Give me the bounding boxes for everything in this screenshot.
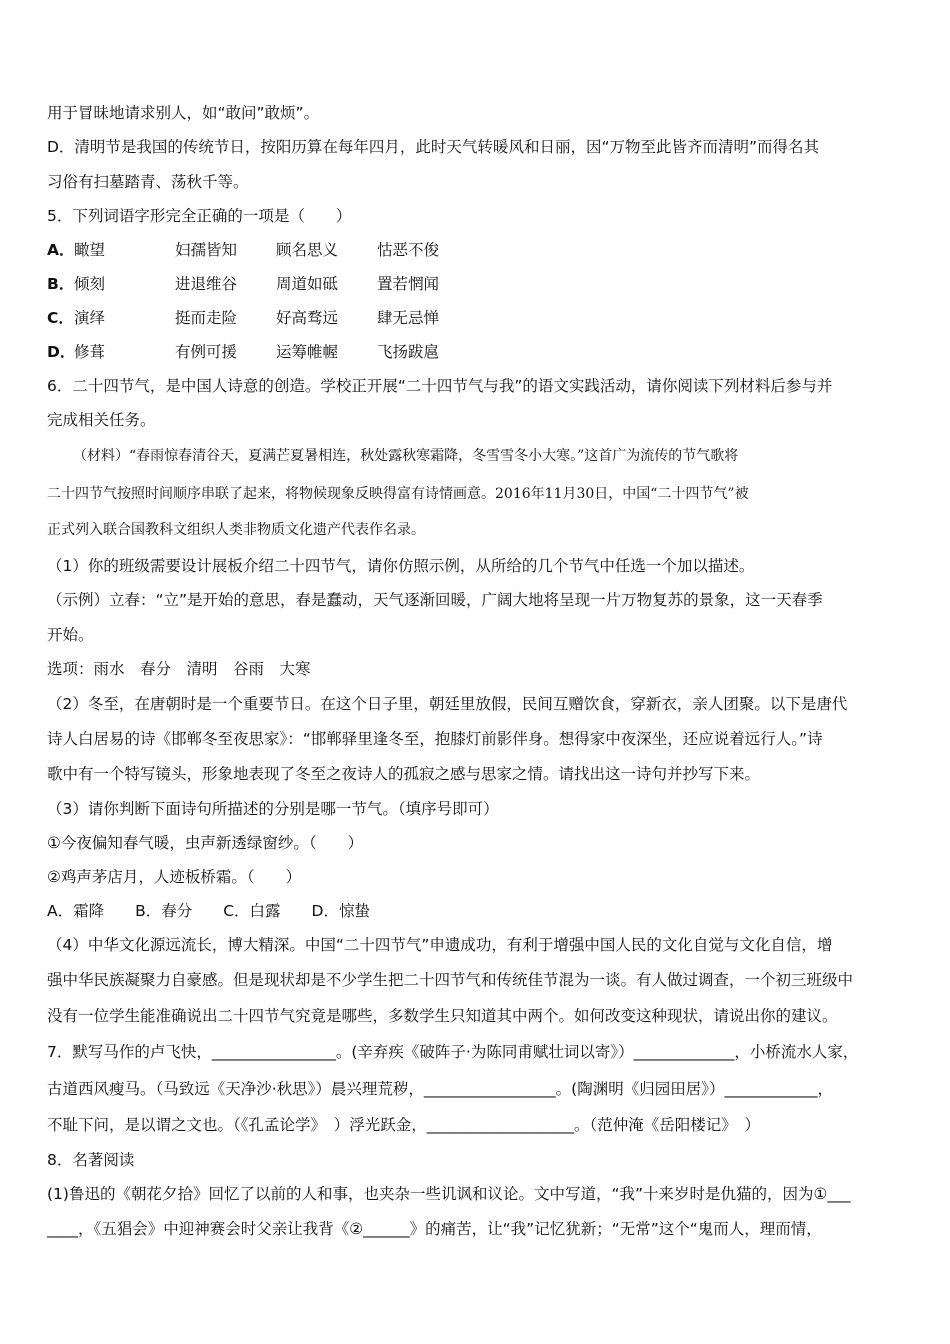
example-text: 开始。 (47, 626, 94, 644)
option-word: 顾名思义 (276, 241, 339, 259)
text-line: 完成相关任务。 (47, 411, 156, 429)
text-line: (1)鲁迅的《朝花夕拾》回忆了以前的人和事，也夹杂一些讥讽和议论。文中写道，“我”十来岁时是仇猫的，因为①___ (47, 1185, 851, 1203)
question-6: 6．二十四节气，是中国人诗意的创造。学校正开展“二十四节气与我”的语文实践活动，请你阅读下列材料后参与并 (47, 377, 833, 395)
option-word: 有例可援 (175, 343, 238, 361)
option-label: B． (47, 275, 75, 293)
option-label: C． (47, 309, 74, 327)
text-line: ____，《五猖会》中迎神赛会时父亲让我背《②______》的痛苦，让“我”记忆犹新；“无常”这个“鬼而人，理而情， (47, 1220, 822, 1238)
option-word: 演绎 (74, 309, 106, 327)
option-word: 修葺 (74, 343, 106, 361)
option-row (47, 274, 910, 294)
material-text: 二十四节气按照时间顺序串联了起来，将物候现象反映得富有诗情画意。2016年11月30日，中国“二十四节气”被 (47, 486, 749, 502)
option-word: 周道如砥 (276, 275, 339, 293)
question-7: 7．默写马作的卢飞快，________________。(辛弃疾《破阵子·为陈同甫赋壮词以寄》）_____________，小桥流水人家， (47, 1043, 859, 1061)
option-word: 倾刻 (74, 275, 106, 293)
option-word: 飞扬跋扈 (377, 343, 440, 361)
material-text: （材料）“春雨惊春清谷天，夏满芒夏暑相连，秋处露秋寒霜降，冬雪雪冬小大寒。”这首广为流传的节气歌将 (73, 448, 739, 464)
option-word: 置若惘闻 (377, 275, 440, 293)
option-word: 运筹帷幄 (276, 343, 339, 361)
text-line: 歌中有一个特写镜头，形象地表现了冬至之夜诗人的孤寂之感与思家之情。请找出这一诗句并抄写下来。 (47, 765, 761, 783)
sub-question-4: （4）中华文化源远流长，博大精深。中国“二十四节气”申遗成功，有利于增强中国人民的文化自觉与文化自信，增 (47, 936, 833, 954)
option-row (47, 342, 910, 362)
option-word: 肆无忌惮 (377, 309, 440, 327)
answer-choices: A．霜降 B．春分 C．白露 D．惊蛰 (47, 902, 370, 920)
option-word: 挺而走险 (175, 309, 238, 327)
text-line: 诗人白居易的诗《邯郸冬至夜思家》：“邯郸驿里逢冬至，抱膝灯前影伴身。想得家中夜深坐，还应说着远行人。”诗 (47, 730, 823, 748)
sub-question-3: （3）请你判断下面诗句所描述的分别是哪一节气。（填序号即可） (47, 800, 499, 818)
sub-question-2: （2）冬至，在唐朝时是一个重要节日。在这个日子里，朝廷里放假，民间互赠饮食，穿新衣，亲人团聚。以下是唐代 (47, 695, 848, 713)
selection-options: 选项：雨水 春分 清明 谷雨 大寒 (47, 660, 311, 678)
poem-line: ②鸡声茅店月，人迹板桥霜。（ ） (47, 868, 302, 886)
option-word: 好高骛远 (276, 309, 339, 327)
text-line: 古道西风瘦马。（马致远《天净沙·秋思》）晨兴理荒秽，_________________。(陶渊明《归园田居》）____________， (47, 1080, 833, 1098)
sub-question-1: （1）你的班级需要设计展板介绍二十四节气，请你仿照示例，从所给的几个节气中任选一个加以描述。 (47, 557, 755, 575)
material-text: 正式列入联合国教科文组织人类非物质文化遗产代表作名录。 (47, 522, 425, 538)
example-text: （示例）立春：“立”是开始的意思，春是蠢动，天气逐渐回暖，广阔大地将呈现一片万物复苏的景象，这一天春季 (47, 591, 823, 609)
question-8: 8．名著阅读 (47, 1151, 135, 1169)
option-word: 妇孺皆知 (175, 241, 238, 259)
option-d-text: D．清明节是我国的传统节日，按阳历算在每年四月，此时天气转暖风和日丽，因“万物至此皆齐而清明”而得名其 (47, 138, 819, 156)
option-row (47, 240, 910, 260)
question-5: 5．下列词语字形完全正确的一项是（ ） (47, 207, 352, 225)
text-line: 强中华民族凝聚力自豪感。但是现状却是不少学生把二十四节气和传统佳节混为一谈。有人做过调查，一个初三班级中 (47, 971, 854, 989)
text-line: 不耻下问，是以谓之文也。（《孔孟论学》 ）浮光跃金，___________________。（范仲淹《岳阳楼记》 ） (47, 1116, 761, 1134)
text-line: 用于冒昧地请求别人，如“敢问”敢烦”。 (47, 104, 320, 122)
option-label: D． (47, 343, 76, 361)
text-line: 没有一位学生能准确说出二十四节气究竟是哪些，多数学生只知道其中两个。如何改变这种现状，请说出你的建议。 (47, 1007, 838, 1025)
text-line: 习俗有扫墓踏青、荡秋千等。 (47, 173, 249, 191)
poem-line: ①今夜偏知春气暖，虫声新透绿窗纱。（ ） (47, 834, 364, 852)
option-row (47, 308, 910, 328)
option-word: 怙恶不俊 (377, 241, 440, 259)
option-label: A． (47, 241, 75, 259)
option-word: 瞰望 (74, 241, 106, 259)
option-word: 进退维谷 (175, 275, 238, 293)
